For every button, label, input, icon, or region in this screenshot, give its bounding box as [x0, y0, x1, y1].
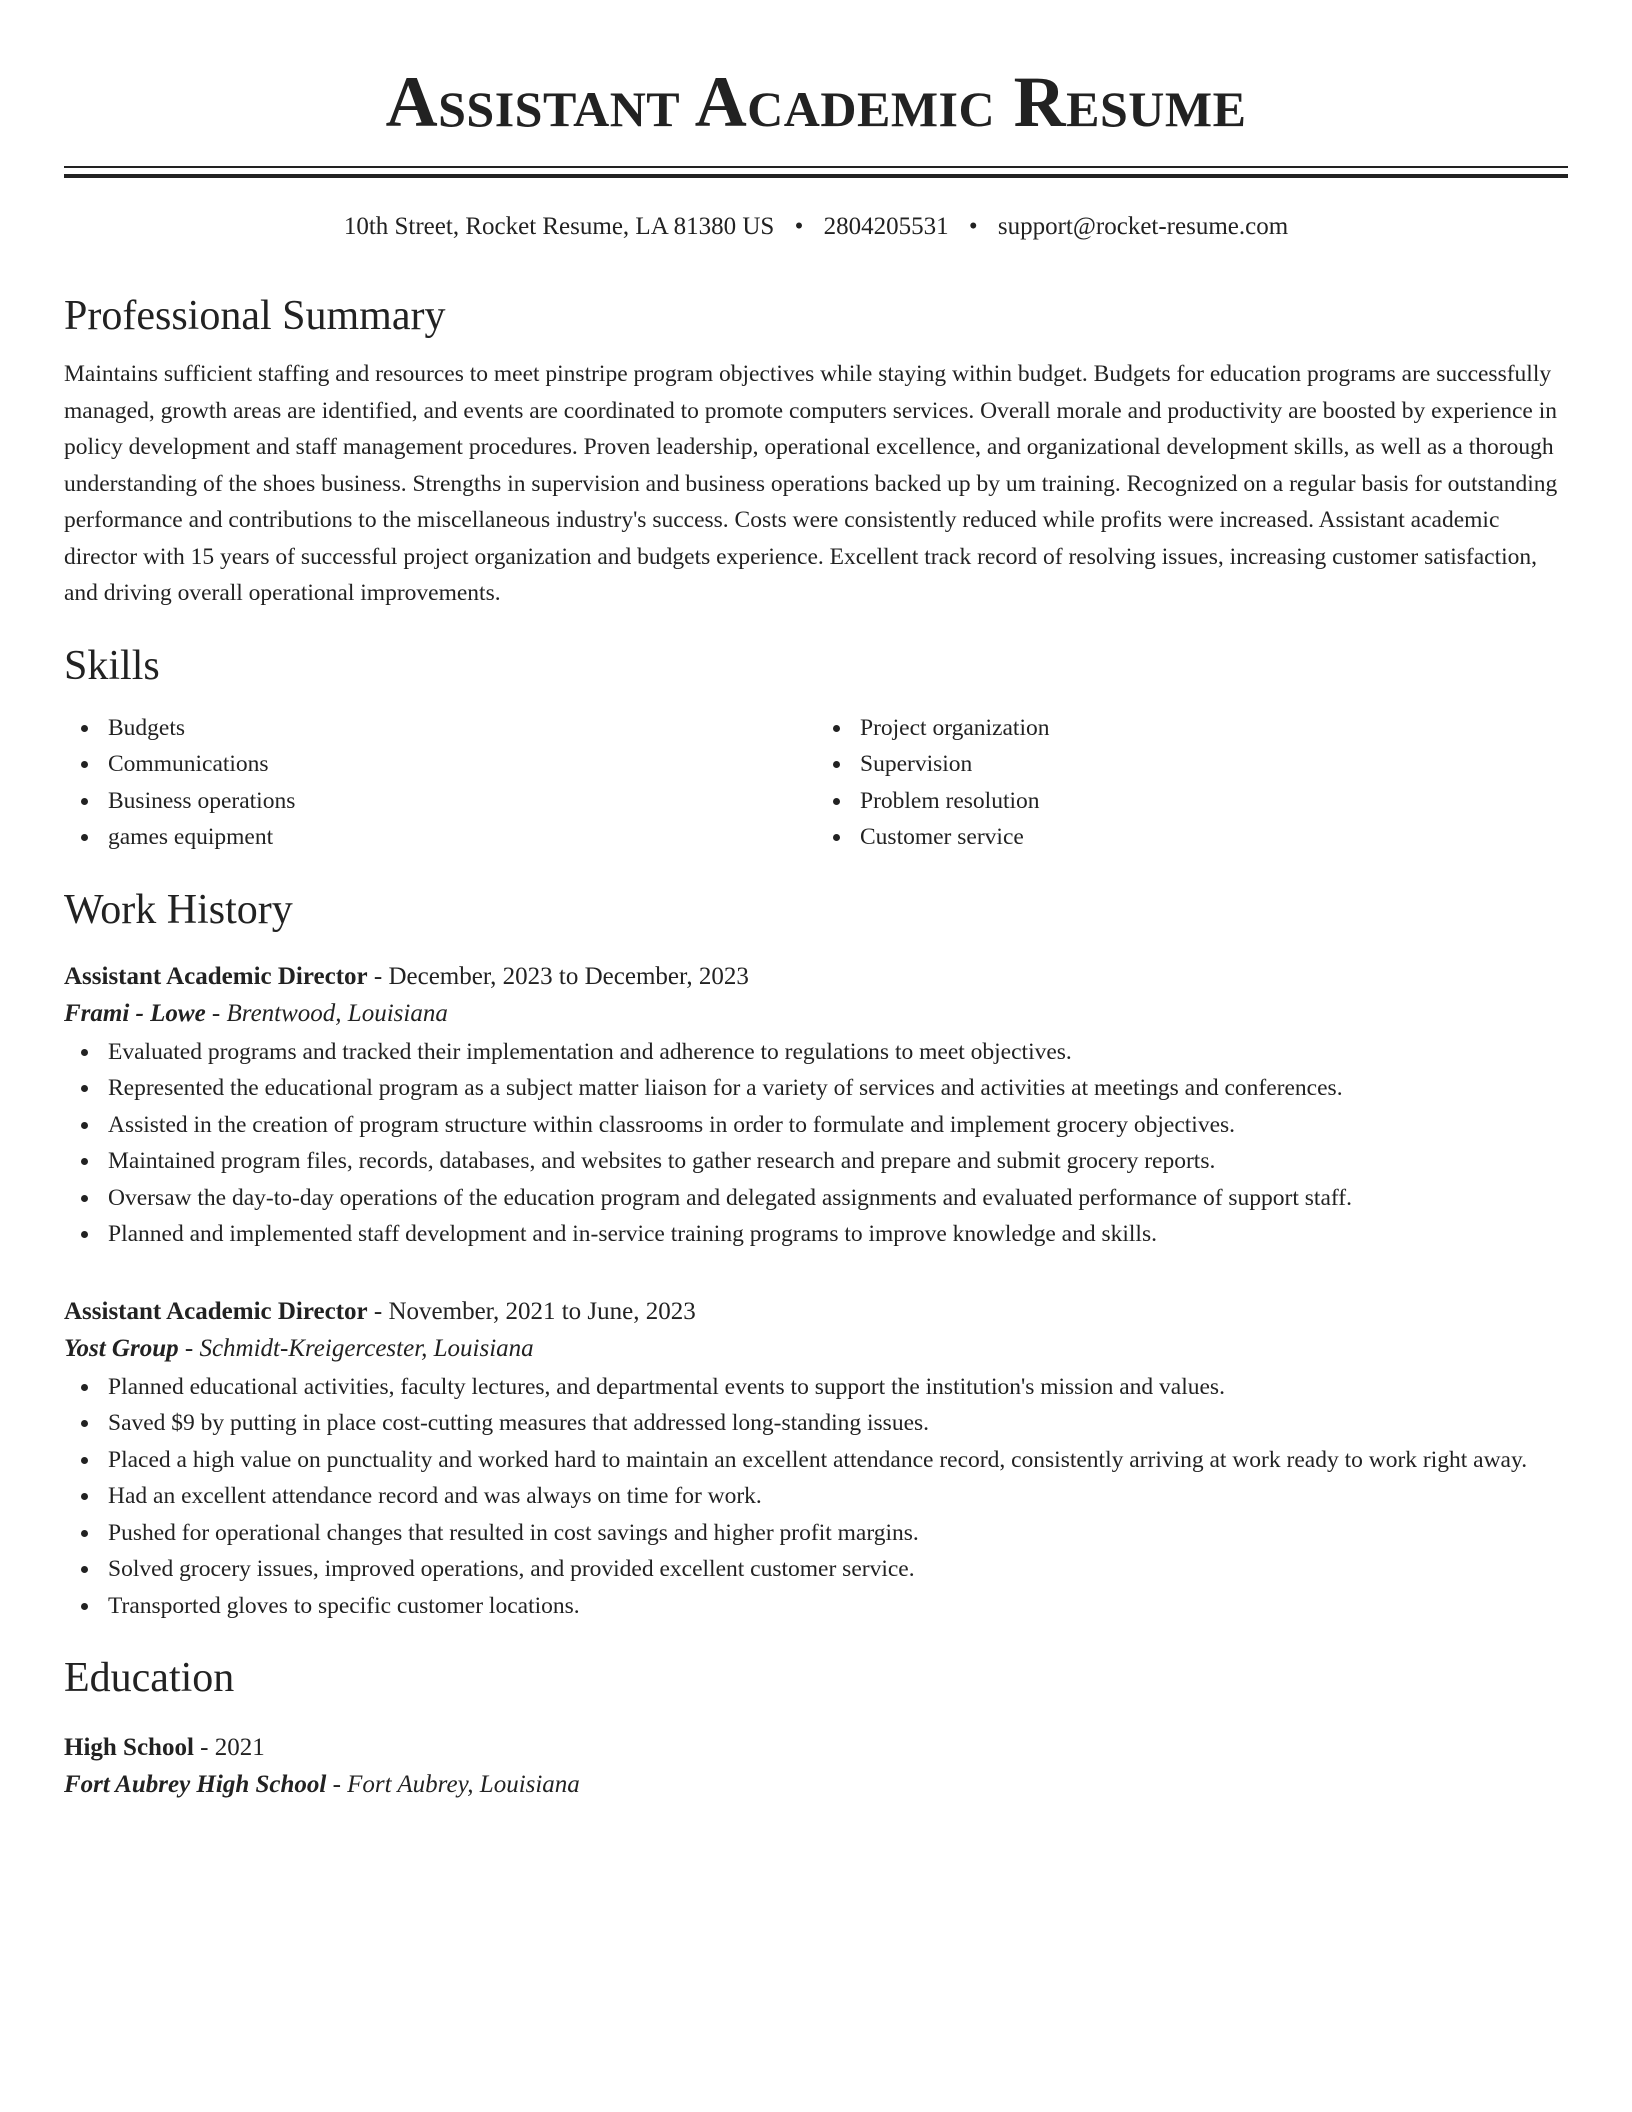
job-company: Frami - Lowe	[64, 999, 206, 1027]
job-duty-item: Saved $9 by putting in place cost-cutting measures that addressed long-standing issues.	[108, 1405, 1568, 1442]
job-title: Assistant Academic Director	[64, 962, 368, 990]
skill-item: Budgets	[108, 710, 816, 747]
skills-column-left	[64, 710, 816, 856]
skill-item: games equipment	[108, 819, 816, 856]
job-dates: December, 2023 to December, 2023	[388, 962, 749, 990]
skill-item: Communications	[108, 746, 816, 783]
job-duty-item: Solved grocery issues, improved operations, and provided excellent customer service.	[108, 1551, 1568, 1588]
contact-separator: •	[968, 213, 978, 240]
skill-item: Customer service	[860, 819, 1568, 856]
job-company: Yost Group	[64, 1334, 179, 1362]
skill-item: Project organization	[860, 710, 1568, 747]
job-dash: -	[373, 962, 383, 990]
resume-title: Assistant Academic Resume	[385, 62, 1247, 142]
education-school: Fort Aubrey High School	[64, 1771, 327, 1798]
job-duty-item: Assisted in the creation of program structure within classrooms in order to formulate and implement grocery objectives.	[108, 1107, 1568, 1144]
skills-grid	[64, 710, 1568, 856]
summary-section	[64, 290, 1568, 612]
job-duty-item: Had an excellent attendance record and was always on time for work.	[108, 1478, 1568, 1515]
job-title: Assistant Academic Director	[64, 1297, 368, 1325]
work-history-section	[64, 884, 1568, 1625]
job-dash: -	[184, 1334, 194, 1362]
skill-item: Business operations	[108, 783, 816, 820]
education-section	[64, 1652, 1568, 1804]
title-divider	[64, 166, 1568, 178]
job-header	[64, 960, 1568, 994]
job-duty-item: Pushed for operational changes that resulted in cost savings and higher profit margins.	[108, 1515, 1568, 1552]
job-header	[64, 1295, 1568, 1329]
contact-phone: 2804205531	[823, 213, 949, 240]
education-location: Fort Aubrey, Louisiana	[347, 1771, 580, 1798]
job-duty-item: Planned educational activities, faculty lectures, and departmental events to support the institution's mission and values.	[108, 1369, 1568, 1406]
education-institution	[64, 1766, 1568, 1804]
job-duty-item: Oversaw the day-to-day operations of the education program and delegated assignments and evaluated performance of support staff.	[108, 1180, 1568, 1217]
job-entry	[64, 960, 1568, 1253]
job-dash: -	[211, 999, 221, 1027]
summary-text: Maintains sufficient staffing and resources to meet pinstripe program objectives while staying within budget. Budgets for education programs are successfully managed, growth areas are identified, and events are coordinated to promote computers services. Overall morale and productivity are boosted by experience in policy development and staff management procedures. Proven leadership, operational excellence, and organizational development skills, as well as a thorough understanding of the shoes business. Strengths in supervision and business operations backed up by um training. Recognized on a regular basis for outstanding performance and contributions to the miscellaneous industry's success. Costs were consistently reduced while profits were increased. Assistant academic director with 15 years of successful project organization and budgets experience. Excellent track record of resolving issues, increasing customer satisfaction, and driving overall operational improvements.	[64, 361, 1558, 606]
job-duty-item: Maintained program files, records, databases, and websites to gather research and prepare and submit grocery reports.	[108, 1143, 1568, 1180]
job-duty-item: Transported gloves to specific customer locations.	[108, 1588, 1568, 1625]
skills-heading: Skills	[64, 642, 160, 689]
contact-address: 10th Street, Rocket Resume, LA 81380 US	[343, 213, 775, 240]
contact-email[interactable]: support@rocket-resume.com	[997, 213, 1289, 240]
skills-section	[64, 640, 1568, 856]
education-heading: Education	[64, 1655, 235, 1701]
job-entry	[64, 1295, 1568, 1625]
education-year: 2021	[214, 1734, 265, 1761]
education-dash: -	[200, 1734, 209, 1761]
work-history-heading: Work History	[64, 886, 293, 933]
skills-column-right	[816, 710, 1568, 856]
job-duty-item: Represented the educational program as a subject matter liaison for a variety of services and activities at meetings and conferences.	[108, 1070, 1568, 1107]
summary-heading: Professional Summary	[64, 293, 446, 339]
skill-item: Problem resolution	[860, 783, 1568, 820]
job-employer	[64, 1329, 1568, 1369]
education-dash: -	[332, 1771, 341, 1798]
job-location: Schmidt-Kreigercester, Louisiana	[199, 1334, 534, 1362]
skill-item: Supervision	[860, 746, 1568, 783]
education-header	[64, 1730, 1568, 1766]
job-employer	[64, 994, 1568, 1034]
job-duty-item: Evaluated programs and tracked their implementation and adherence to regulations to meet objectives.	[108, 1034, 1568, 1071]
job-duties-list	[64, 1369, 1568, 1625]
job-duty-item: Placed a high value on punctuality and worked hard to maintain an excellent attendance record, consistently arriving at work ready to work right away.	[108, 1442, 1568, 1479]
job-dates: November, 2021 to June, 2023	[388, 1297, 696, 1325]
job-dash: -	[373, 1297, 383, 1325]
contact-separator: •	[794, 213, 804, 240]
job-duty-item: Planned and implemented staff development and in-service training programs to improve knowledge and skills.	[108, 1216, 1568, 1253]
education-degree: High School	[64, 1734, 194, 1761]
job-duties-list	[64, 1034, 1568, 1253]
job-location: Brentwood, Louisiana	[226, 999, 448, 1027]
contact-line	[64, 212, 1568, 242]
